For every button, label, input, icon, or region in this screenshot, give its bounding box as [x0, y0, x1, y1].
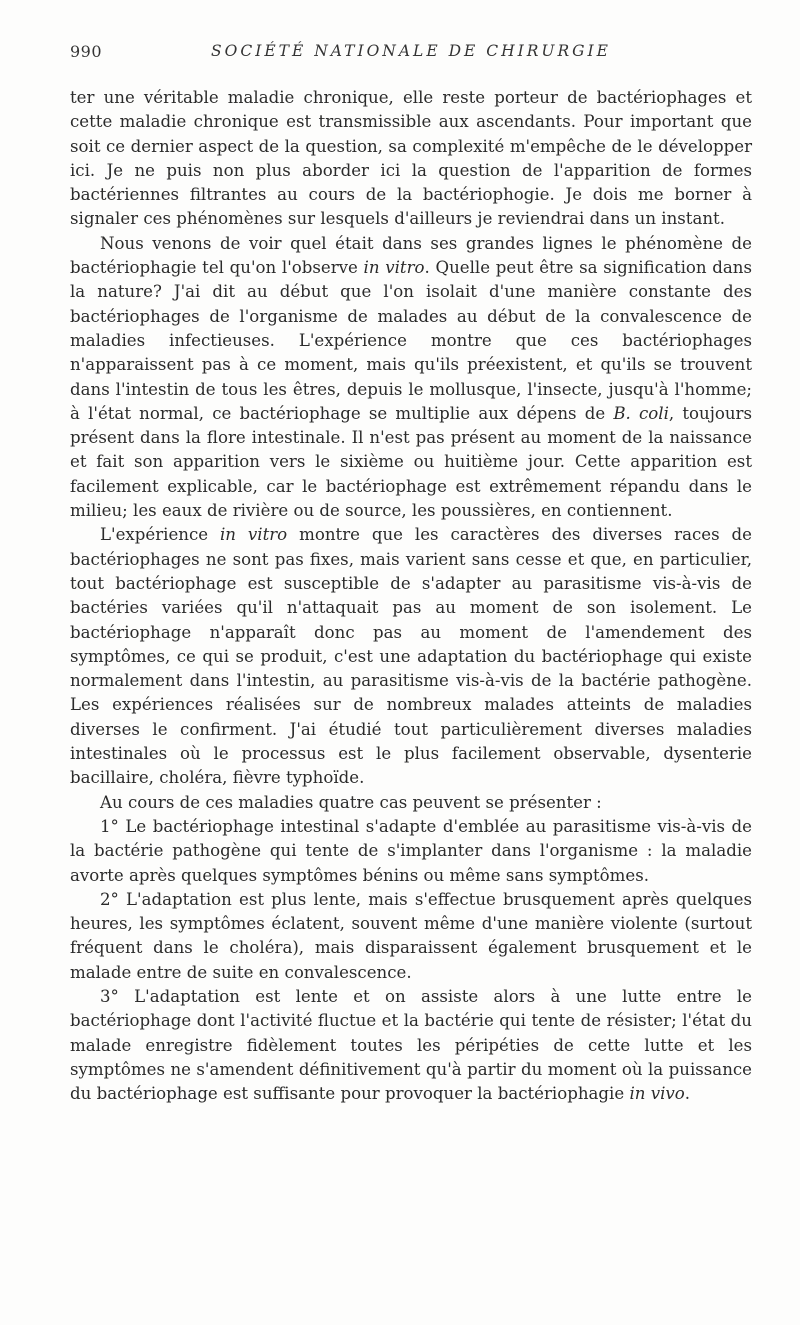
paragraph-2-italic-in-vitro: in vitro [363, 258, 425, 278]
paragraph-case-3-italic-in-vivo: in vivo [629, 1084, 685, 1104]
paragraph-2-text-c: . Quelle peut être sa signification dans la nature? J'ai dit au début que l'on isolait d'une manière constante des bactériophages de l'organisme de malades au début de la convalescence de maladies infectieuses. L'expérience montre que ces bactériophages n'apparaissent pas à ce moment, mais qu'ils préexistent, et qu'ils se trouvent dans l'intestin de tous les êtres, depuis le mollusque, l'insecte, jusqu'à l'homme; à l'état normal, ce bactériophage se multiplie aux dépens de [70, 258, 753, 423]
paragraph-2-text-a: Nous venons de voir quel était dans ses grandes lignes le phénomène de bactériophagie tel qu'on l'observe [70, 233, 752, 278]
paragraph-3-italic-in-vitro: in vitro [219, 525, 288, 545]
journal-title: SOCIÉTÉ NATIONALE DE CHIRURGIE [211, 42, 611, 60]
paragraph-case-1: 1° Le bactériophage intestinal s'adapte d'emblée au parasitisme vis-à-vis de la bactérie pathogène qui tente de s'implanter dans l'organisme : la maladie avorte après quelques symptômes bénins ou même sans symptômes. [70, 816, 752, 885]
running-head [70, 42, 752, 66]
page-number: 990 [70, 42, 103, 61]
paragraph-3-text-c: montre que les caractères des diverses races de bactériophages ne sont pas fixes, mais varient sans cesse et que, en particulier, tout bactériophage est susceptible de s'adapter au parasitisme vis-à-vis de bactéries variées qu'il n'attaquait pas au moment de son isolement. Le bactériophage n'apparaît donc pas au moment de l'amendement des symptômes, ce qui se produit, c'est une adaptation du bactériophage qui existe normalement dans l'intestin, au parasitisme vis-à-vis de la bactérie pathogène. Les expériences réalisées sur de nombreux malades atteints de maladies diverses le confirment. J'ai étudié tout particulièrement diverses maladies intestinales où le processus est le plus facilement observable, dysenterie bacillaire, choléra, fièvre typhoïde. [70, 525, 752, 788]
article-body [70, 86, 752, 1106]
paragraph-1: ter une véritable maladie chronique, elle reste porteur de bactériophages et cette maladie chronique est transmissible aux ascendants. Pour important que soit ce dernier aspect de la question, sa complexité m'empêche de le développer ici. Je ne puis non plus aborder ici la question de l'apparition de formes bactériennes filtrantes au cours de la bactériophogie. Je dois me borner à signaler ces phénomènes sur lesquels d'ailleurs je reviendrai dans un instant. [70, 88, 752, 229]
paragraph-2-text-e: , toujours présent dans la flore intestinale. Il n'est pas présent au moment de la naissance et fait son apparition vers le sixième ou huitième jour. Cette apparition est facilement explicable, car le bactériophage est extrêmement répandu dans le milieu; les eaux de rivière ou de source, les poussières, en contiennent. [70, 403, 752, 521]
paragraph-case-3-text-c: . [684, 1084, 691, 1104]
paragraph-3 [70, 523, 752, 790]
paragraph-case-3-text-a: 3° L'adaptation est lente et on assiste alors à une lutte entre le bactériophage dont l'activité fluctue et la bactérie qui tente de résister; l'état du malade enregistre fidèlement toutes les péripéties de cette lutte et les symptômes ne s'amendent définitivement qu'à partir du moment où la puissance du bactériophage est suffisante pour provoquer la bactériophagie [70, 986, 752, 1104]
paragraph-case-2: 2° L'adaptation est plus lente, mais s'effectue brusquement après quelques heures, les symptômes éclatent, souvent même d'une manière violente (surtout fréquent dans le choléra), mais disparaissent également brusquement et le malade entre de suite en convalescence. [70, 889, 752, 982]
paragraph-4: Au cours de ces maladies quatre cas peuvent se présenter : [100, 792, 602, 812]
paragraph-2 [70, 232, 752, 524]
paragraph-2-italic-b-coli: B. coli [613, 403, 669, 423]
paragraph-3-text-a: L'expérience [100, 525, 220, 545]
paragraph-case-3 [70, 985, 752, 1106]
